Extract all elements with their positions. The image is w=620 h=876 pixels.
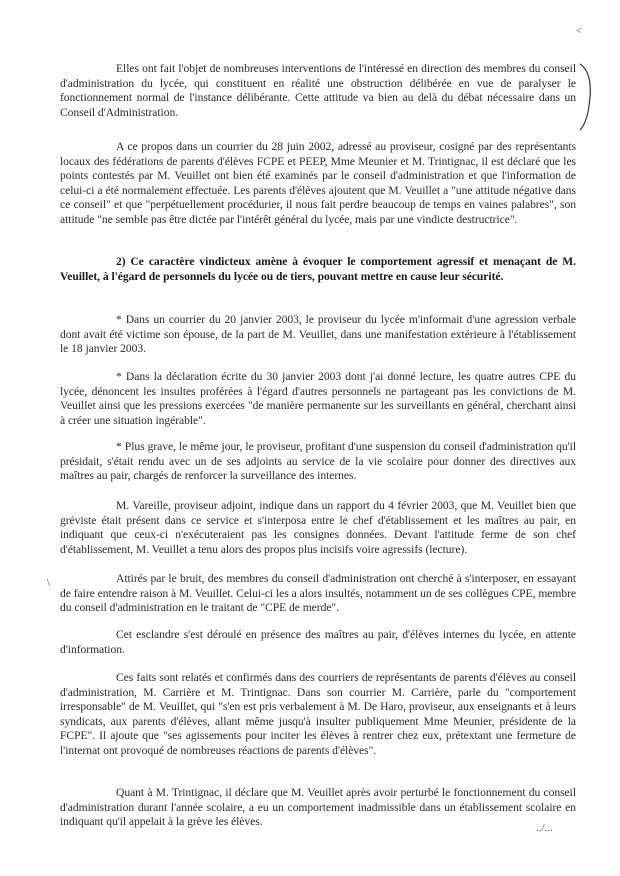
paragraph-7: Attirés par le bruit, des membres du conseil d'administration ont cherché à s'interposer, en essayant de faire entendre raison à M. Veuillet. Celui-ci les a alors insultés, notamment un de ses collègues CPE, membre du conseil d'administration en le traitant de "CPE de merde". [60, 572, 576, 615]
paragraph-8: Cet esclandre s'est déroulé en présence des maîtres au pair, d'élèves internes du lycée, en attente d'information. [60, 628, 576, 656]
margin-bracket [578, 62, 594, 132]
paragraph-3: * Dans un courrier du 20 janvier 2003, le proviseur du lycée m'informait d'une agression verbale dont avait été victime son épouse, de la part de M. Veuillet, dans une manifestation extérieure à l'établissement le 18 janvier 2003. [60, 313, 576, 356]
section-heading-2: 2) Ce caractère vindicteux amène à évoquer le comportement agressif et menaçant de M. Veuillet, à l'égard de personnels du lycée ou de tiers, pouvant mettre en cause leur sécurité. [60, 255, 576, 283]
paragraph-10: Quant à M. Trintignac, il déclare que M. Veuillet après avoir perturbé le fonctionnement du conseil d'administration durant l'année scolaire, a eu un comportement inadmissible dans un établissement scolaire en indiquant qu'il appelait à la grève les élèves. [60, 786, 576, 829]
paragraph-2: A ce propos dans un courrier du 28 juin 2002, adressé au proviseur, cosigné par des représentants locaux des fédérations de parents d'élèves FCPE et PEEP, Mme Meunier et M. Trintignac, il est déclaré que les points contestés par M. Veuillet ont bien été examinés par le conseil d'administration et que l'information de celui-ci a été normalement effectuée. Les parents d'élèves ajoutent que M. Veuillet a "une attitude négative dans ce conseil" et que "perpétuellement procédurier, il nous fait perdre beaucoup de temps en vaines palabres", son attitude "ne semble pas être dictée par l'intérêt général du lycée, mais par une vindicte destructrice". [60, 140, 576, 226]
margin-mark: \ [47, 578, 50, 589]
corner-mark: < [576, 26, 582, 37]
paragraph-4: * Dans la déclaration écrite du 30 janvier 2003 dont j'ai donné lecture, les quatre autres CPE du lycée, dénoncent les insultes proférées à l'égard d'autres personnels ne partageant pas les convictions de M. Veuillet ainsi que les pressions exercées "de manière permanente sur les surveillants en général, cherchant ainsi à créer une situation ingérable". [60, 370, 576, 427]
paragraph-6: M. Vareille, proviseur adjoint, indique dans un rapport du 4 février 2003, que M. Veuillet bien que gréviste était présent dans ce service et s'interposa entre le chef d'établissement et les maîtres au pair, en indiquant que ceux-ci n'exécuteraient pas les consignes données. Devant l'attitude ferme de son chef d'établissement, M. Veuillet a tenu alors des propos plus incisifs voire agressifs (lecture). [60, 499, 576, 556]
paragraph-1: Elles ont fait l'objet de nombreuses interventions de l'intéressé en direction des membres du conseil d'administration du lycée, qui constituent en réalité une obstruction délibérée en vue de paralyser le fonctionnement normal de l'instance délibérante. Cette attitude va bien au delà du débat nécessaire dans un Conseil d'Administration. [60, 62, 576, 119]
paragraph-9: Ces faits sont relatés et confirmés dans des courriers de représentants de parents d'élèves au conseil d'administration, M. Carrière et M. Trintignac. Dans son courrier M. Carrière, parle du "comportement irresponsable" de M. Veuillet, qui "s'en est pris verbalement à M. De Haro, proviseur, aux enseignants et à leurs syndicats, aux parents d'élèves, allant même jusqu'à insulter publiquement Mme Meunier, présidente de la FCPE". Il ajoute que "ses agissements pour inciter les élèves à rentrer chez eux, prétextant une fermeture de l'internat ont provoqué de nombreuses réactions de parents d'élèves". [60, 671, 576, 757]
paragraph-5: * Plus grave, le même jour, le proviseur, profitant d'une suspension du conseil d'administration qu'il présidait, s'était rendu avec un de ses adjoints au service de la vie scolaire pour donner des directives aux maîtres au pair, chargés de renforcer la surveillance des internes. [60, 440, 576, 483]
continuation-mark: ../... [536, 822, 553, 834]
